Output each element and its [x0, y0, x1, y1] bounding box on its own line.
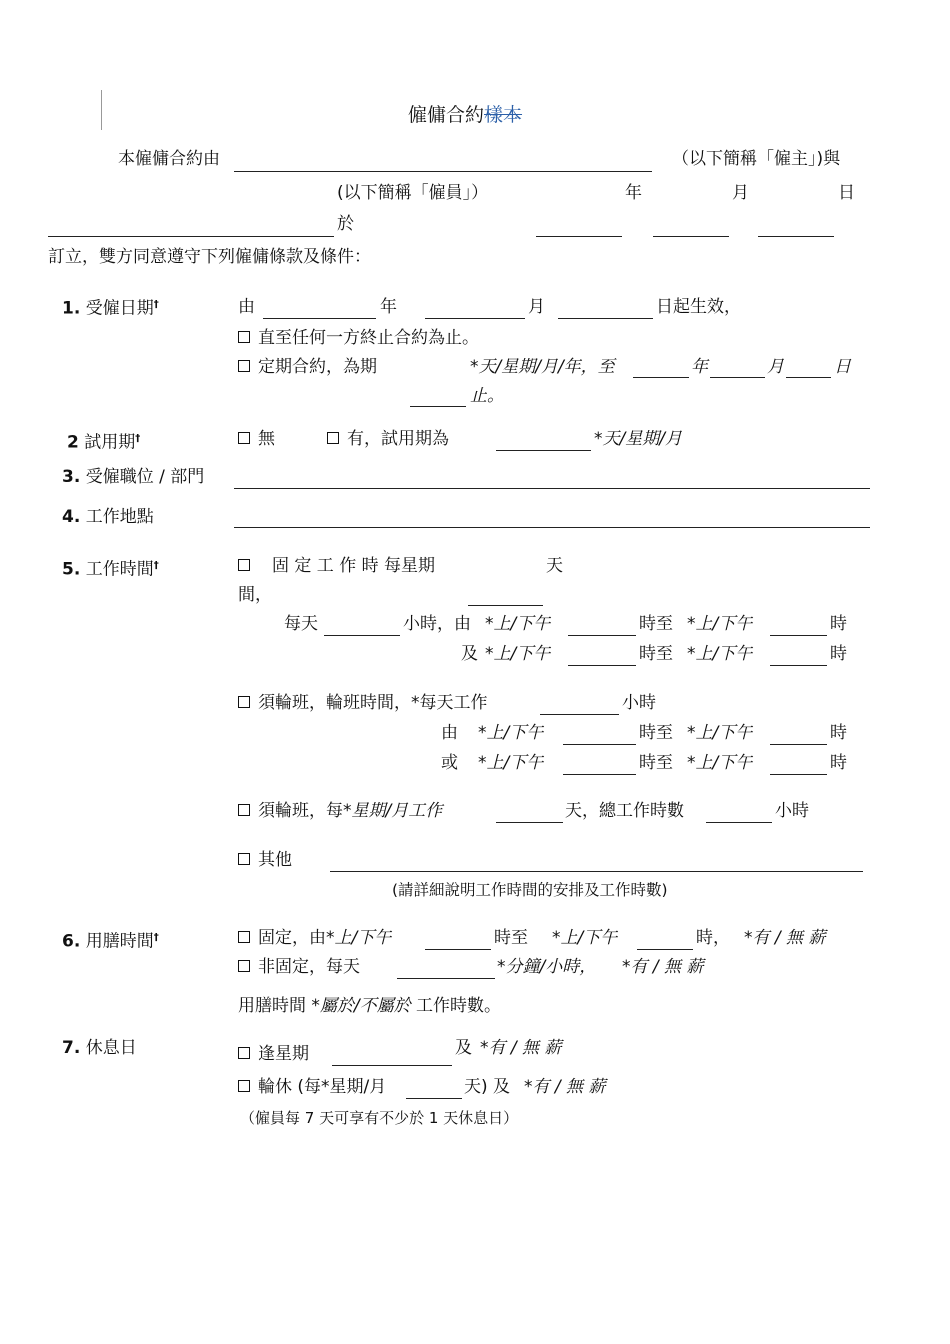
s5-hours-from-label: 小時，由	[403, 614, 471, 634]
s5-shift-end-2-field[interactable]	[770, 774, 827, 775]
s5-ampm-3: *上/下午	[485, 644, 551, 664]
s5-from-char: 由	[441, 723, 458, 743]
s5-option-fixed-hours[interactable]	[238, 555, 435, 577]
s5-to-label-3: 時至	[639, 723, 673, 743]
s5-shift-days-field[interactable]	[496, 822, 563, 823]
section-5-label: 工作時間	[85, 559, 154, 580]
s7-rotating-days-field[interactable]	[406, 1098, 462, 1099]
s5-total-hours-label: 天，總工作時數	[565, 801, 684, 821]
s6-option-nonfixed[interactable]	[238, 956, 360, 978]
s6-paid-1: *有 / 無 薪	[744, 928, 826, 948]
s5-other-note: (請詳細說明工作時間的安排及工作時數)	[392, 881, 668, 899]
s1-option-indefinite[interactable]	[238, 327, 479, 349]
intro-year-label: 年	[625, 183, 642, 203]
checkbox-icon[interactable]	[327, 432, 339, 444]
section-6-dagger: †	[153, 932, 159, 943]
s1-end-year-label: 年	[691, 357, 708, 377]
title-main: 僱傭合約	[408, 104, 485, 126]
checkbox-icon[interactable]	[238, 1080, 250, 1092]
s6-option-fixed[interactable]	[238, 927, 391, 949]
section-6-heading	[62, 927, 159, 953]
s1-term-length-field[interactable]	[410, 406, 466, 407]
section-5-number: 5.	[62, 559, 81, 580]
contract-day-field[interactable]	[758, 236, 834, 237]
section-2-dagger: †	[135, 433, 141, 444]
s1-end-day-field[interactable]	[786, 377, 831, 378]
section-1-heading	[62, 294, 159, 320]
document-title	[408, 104, 522, 126]
s2-option-yes[interactable]	[327, 428, 449, 450]
section-3-label: 受僱職位 / 部門	[85, 467, 205, 487]
s5-hour-label-4: 時	[830, 753, 847, 773]
s6-fixed-label: 固定，由	[258, 928, 326, 948]
s5-fixed-days-label: 天	[546, 556, 563, 576]
section-7-heading	[62, 1037, 137, 1059]
s5-fixed-end-2-field[interactable]	[770, 665, 827, 666]
s5-ampm-7: *上/下午	[478, 753, 544, 773]
s5-total-hours-field[interactable]	[706, 822, 772, 823]
section-4-label: 工作地點	[85, 507, 154, 527]
checkbox-icon[interactable]	[238, 804, 250, 816]
s6-hour-comma: 時，	[696, 928, 730, 948]
section-6-number: 6.	[62, 931, 81, 952]
section-3-heading	[62, 466, 204, 488]
s5-hour-label-1: 時	[830, 614, 847, 634]
s1-end-label: 止。	[470, 386, 504, 406]
s5-hours-label-2: 小時	[775, 801, 809, 821]
s7-paid-2: *有 / 無 薪	[524, 1077, 606, 1097]
title-suffix: 樣本	[484, 104, 523, 126]
s6-meal-end-field[interactable]	[637, 949, 693, 950]
section-7-number: 7.	[62, 1038, 81, 1058]
work-location-field[interactable]	[234, 527, 870, 528]
s7-option-rotating[interactable]	[238, 1076, 386, 1098]
margin-divider	[101, 90, 102, 130]
s6-counted-c: 工作時數。	[416, 996, 502, 1016]
s1-start-month-field[interactable]	[425, 318, 525, 319]
s1-end-month-field[interactable]	[710, 377, 765, 378]
s6-to-label: 時至	[494, 928, 528, 948]
s5-to-label-1: 時至	[639, 614, 673, 634]
s7-rotating-label: 輪休 (每*星期/月	[258, 1077, 387, 1097]
checkbox-icon[interactable]	[238, 1047, 250, 1059]
s5-fixed-start-2-field[interactable]	[568, 665, 636, 666]
s1-end-month-label: 月	[767, 357, 784, 377]
s5-ampm-6: *上/下午	[687, 723, 753, 743]
s1-option-fixed-term[interactable]	[238, 356, 377, 378]
checkbox-icon[interactable]	[238, 559, 250, 571]
section-5-heading	[62, 555, 159, 581]
contract-year-field[interactable]	[536, 236, 622, 237]
s5-hours-per-day-field[interactable]	[324, 635, 400, 636]
section-3-number: 3.	[62, 467, 81, 487]
s6-ampm-2: *上/下午	[552, 928, 618, 948]
s1-end-year-field[interactable]	[633, 377, 689, 378]
section-5-dagger: †	[153, 560, 159, 571]
s7-rotating-and: 天) 及	[464, 1077, 511, 1097]
s5-shift-start-2-field[interactable]	[563, 774, 636, 775]
s5-fixed-hours-label: 固 定 工 作 時 每星期	[272, 556, 436, 576]
s5-or-char: 或	[441, 753, 458, 773]
s5-shift-hours-field[interactable]	[540, 714, 619, 715]
s6-minutes-label: *分鐘/小時，	[497, 957, 597, 977]
intro-day-label: 日	[838, 183, 855, 203]
section-1-dagger: †	[153, 299, 159, 310]
s5-shift-period-units: *星期/月工作	[343, 801, 443, 821]
employer-name-field[interactable]	[234, 171, 652, 172]
s2-option-none-label: 無	[258, 429, 275, 449]
checkbox-icon[interactable]	[238, 931, 250, 943]
s6-meal-start-field[interactable]	[425, 949, 491, 950]
section-4-number: 4.	[62, 507, 81, 527]
intro-at-label: 於	[337, 214, 354, 234]
s5-shift-end-1-field[interactable]	[770, 744, 827, 745]
s5-hour-label-3: 時	[830, 723, 847, 743]
s5-days-per-week-field[interactable]	[468, 605, 543, 606]
s6-counted-b: *屬於/不屬於	[311, 996, 411, 1016]
s5-ampm-8: *上/下午	[687, 753, 753, 773]
s6-counted-line	[238, 995, 501, 1017]
s2-option-yes-label: 有，試用期為	[347, 429, 449, 449]
s2-option-none[interactable]	[238, 428, 275, 450]
s1-year-label: 年	[380, 297, 397, 317]
s5-shift-start-1-field[interactable]	[563, 744, 636, 745]
s5-ampm-1: *上/下午	[485, 614, 551, 634]
s5-other-label: 其他	[258, 850, 292, 870]
intro-line1-start: 本僱傭合約由	[118, 149, 220, 169]
s6-paid-2: *有 / 無 薪	[622, 957, 704, 977]
s6-meal-duration-field[interactable]	[397, 978, 495, 979]
s1-start-day-field[interactable]	[558, 318, 653, 319]
s6-counted-a: 用膳時間	[238, 996, 306, 1016]
s5-shift-period-label: 須輪班，每	[258, 801, 343, 821]
s2-probation-units: *天/星期/月	[594, 429, 682, 449]
s7-rest-day-field[interactable]	[332, 1065, 452, 1066]
s6-nonfixed-label: 非固定，每天	[258, 957, 360, 977]
s5-fixed-start-field[interactable]	[568, 635, 636, 636]
section-7-label: 休息日	[85, 1038, 137, 1058]
s1-option-fixed-term-label: 定期合約，為期	[258, 357, 377, 377]
s5-option-other[interactable]	[238, 849, 292, 871]
section-2-label: 試用期	[84, 432, 136, 453]
contract-month-field[interactable]	[653, 236, 729, 237]
s5-fixed-end-field[interactable]	[770, 635, 827, 636]
section-1-number: 1.	[62, 298, 81, 319]
intro-agreement-text: 訂立，雙方同意遵守下列僱傭條款及條件：	[48, 247, 371, 267]
checkbox-icon[interactable]	[238, 331, 250, 343]
s1-option-indefinite-label: 直至任何一方終止合約為止。	[258, 328, 479, 348]
s1-term-units: *天/星期/月/年，至	[470, 357, 615, 377]
s7-and-label: 及	[455, 1038, 472, 1058]
s1-end-day-label: 日	[834, 357, 851, 377]
checkbox-icon[interactable]	[238, 853, 250, 865]
checkbox-icon[interactable]	[238, 960, 250, 972]
section-2-heading	[67, 428, 140, 454]
s7-paid-1: *有 / 無 薪	[480, 1038, 562, 1058]
s1-effective-label: 日起生效，	[656, 297, 741, 317]
section-1-label: 受僱日期	[85, 298, 154, 319]
s5-shift-daily-label: 須輪班，輪班時間，*每天工作	[258, 693, 488, 713]
s5-daily-label: 每天	[284, 614, 318, 634]
position-department-field[interactable]	[234, 488, 870, 489]
checkbox-icon[interactable]	[238, 696, 250, 708]
s5-ampm-2: *上/下午	[687, 614, 753, 634]
s5-other-details-field[interactable]	[330, 871, 863, 872]
s7-rest-day-note: （僱員每 7 天可享有不少於 1 天休息日）	[240, 1109, 519, 1127]
s7-weekly-label: 逢星期	[258, 1044, 309, 1064]
intro-month-label: 月	[732, 183, 749, 203]
employee-name-field[interactable]	[48, 236, 334, 237]
s1-start-year-field[interactable]	[263, 318, 376, 319]
s5-option-shift-period[interactable]	[238, 800, 442, 822]
section-6-label: 用膳時間	[85, 931, 154, 952]
section-4-heading	[62, 506, 154, 528]
s1-month-label: 月	[528, 297, 545, 317]
checkbox-icon[interactable]	[238, 360, 250, 372]
intro-line1-end: （以下簡稱「僱主」)與	[672, 149, 841, 169]
s2-probation-length-field[interactable]	[496, 450, 591, 451]
s6-ampm-1: *上/下午	[326, 928, 392, 948]
intro-employee-label: (以下簡稱「僱員」）	[337, 183, 489, 203]
s5-fixed-wrap-label: 間，	[238, 585, 272, 605]
s5-hour-label-2: 時	[830, 644, 847, 664]
s5-to-label-4: 時至	[639, 753, 673, 773]
s5-ampm-4: *上/下午	[687, 644, 753, 664]
s5-ampm-5: *上/下午	[478, 723, 544, 743]
s1-from-label: 由	[238, 297, 255, 317]
s5-hours-label: 小時	[622, 693, 656, 713]
s7-option-weekly[interactable]	[238, 1043, 309, 1065]
s5-option-shift-daily[interactable]	[238, 692, 488, 714]
s5-to-label-2: 時至	[639, 644, 673, 664]
s5-and-label: 及	[461, 644, 478, 664]
section-2-number: 2	[67, 432, 79, 453]
checkbox-icon[interactable]	[238, 432, 250, 444]
